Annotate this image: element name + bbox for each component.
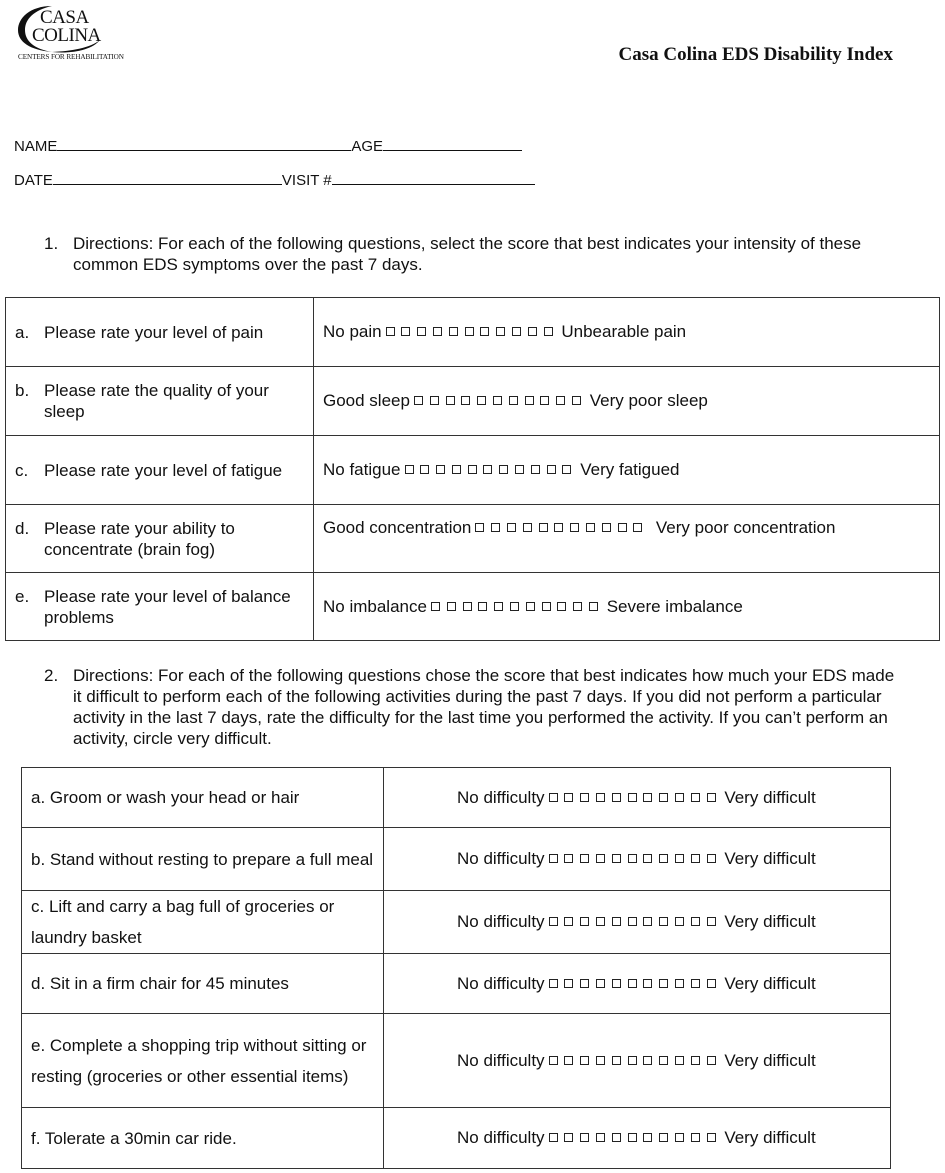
rating-checkbox[interactable] bbox=[493, 396, 502, 405]
rating-checkbox[interactable] bbox=[549, 1133, 558, 1142]
rating-checkbox[interactable] bbox=[580, 854, 589, 863]
rating-checkbox[interactable] bbox=[589, 602, 598, 611]
rating-checkbox[interactable] bbox=[449, 327, 458, 336]
casa-colina-logo bbox=[12, 2, 122, 62]
rating-checkboxes bbox=[549, 849, 723, 869]
rating-checkbox[interactable] bbox=[596, 979, 605, 988]
rating-checkbox[interactable] bbox=[691, 1133, 700, 1142]
rating-checkbox[interactable] bbox=[461, 396, 470, 405]
rating-checkboxes bbox=[549, 1128, 723, 1148]
question-text: d. Sit in a firm chair for 45 minutes bbox=[22, 954, 384, 1014]
rating-checkbox[interactable] bbox=[496, 327, 505, 336]
table-row bbox=[6, 298, 940, 367]
question-text: Please rate your level of fatigue bbox=[44, 460, 283, 480]
logo-tagline: CENTERS FOR REHABILITATION bbox=[18, 53, 124, 61]
section1-number: 1. bbox=[44, 234, 59, 253]
scale-high-label: Very poor concentration bbox=[655, 518, 836, 537]
scale-high-label: Very difficult bbox=[724, 787, 816, 807]
rating-checkbox[interactable] bbox=[499, 465, 508, 474]
question-text: Please rate the quality of your sleep bbox=[44, 381, 269, 421]
rating-checkbox[interactable] bbox=[628, 793, 637, 802]
rating-scale bbox=[323, 597, 743, 616]
rating-checkbox[interactable] bbox=[612, 793, 621, 802]
rating-scale bbox=[323, 460, 680, 479]
rating-checkbox[interactable] bbox=[549, 917, 558, 926]
rating-checkbox[interactable] bbox=[570, 523, 579, 532]
rating-checkbox[interactable] bbox=[707, 793, 716, 802]
rating-checkbox[interactable] bbox=[463, 602, 472, 611]
question-text: Please rate your level of balance problems bbox=[44, 586, 291, 627]
rating-checkbox[interactable] bbox=[525, 396, 534, 405]
rating-checkbox[interactable] bbox=[475, 523, 484, 532]
scale-low-label: No difficulty bbox=[457, 849, 545, 868]
rating-checkbox[interactable] bbox=[707, 854, 716, 863]
rating-scale bbox=[457, 974, 816, 993]
scale-low-label: No imbalance bbox=[323, 596, 427, 616]
rating-checkbox[interactable] bbox=[417, 327, 426, 336]
rating-checkbox[interactable] bbox=[510, 602, 519, 611]
question-text: a. Groom or wash your head or hair bbox=[22, 768, 384, 828]
rating-checkbox[interactable] bbox=[580, 979, 589, 988]
table-row bbox=[22, 828, 891, 891]
rating-checkbox[interactable] bbox=[612, 1056, 621, 1065]
rating-checkboxes bbox=[549, 1051, 723, 1071]
rating-checkbox[interactable] bbox=[628, 854, 637, 863]
rating-checkbox[interactable] bbox=[643, 854, 652, 863]
scale-high-label: Very fatigued bbox=[580, 460, 680, 479]
table-row bbox=[22, 768, 891, 828]
rating-checkbox[interactable] bbox=[433, 327, 442, 336]
rating-checkbox[interactable] bbox=[643, 793, 652, 802]
rating-checkbox[interactable] bbox=[528, 327, 537, 336]
rating-checkbox[interactable] bbox=[628, 1133, 637, 1142]
rating-checkbox[interactable] bbox=[628, 917, 637, 926]
section2-directions-text: Directions: For each of the following questions chose the score that best indicates how much your EDS made it difficult to perform each of the following activities during the past 7 days. If you did not perform a particular activity in the last 7 days, rate the difficulty for the last time you performed the activity. If you can’t perform an activity, circle very difficult. bbox=[73, 666, 895, 748]
rating-checkbox[interactable] bbox=[515, 465, 524, 474]
table-row bbox=[6, 573, 940, 641]
rating-scale bbox=[323, 518, 835, 537]
question-text: f. Tolerate a 30min car ride. bbox=[22, 1108, 384, 1169]
rating-checkbox[interactable] bbox=[562, 465, 571, 474]
rating-checkbox[interactable] bbox=[602, 523, 611, 532]
scale-low-label: No pain bbox=[323, 322, 382, 341]
question-text: c. Lift and carry a bag full of groceries or laundry basket bbox=[22, 891, 384, 954]
rating-checkbox[interactable] bbox=[596, 793, 605, 802]
rating-checkbox[interactable] bbox=[691, 854, 700, 863]
rating-checkbox[interactable] bbox=[675, 854, 684, 863]
rating-checkbox[interactable] bbox=[628, 1056, 637, 1065]
rating-checkbox[interactable] bbox=[549, 854, 558, 863]
age-field[interactable] bbox=[383, 136, 522, 151]
rating-checkbox[interactable] bbox=[675, 979, 684, 988]
rating-checkbox[interactable] bbox=[580, 917, 589, 926]
rating-checkbox[interactable] bbox=[564, 979, 573, 988]
name-age-row bbox=[14, 136, 522, 155]
rating-checkbox[interactable] bbox=[691, 979, 700, 988]
rating-checkbox[interactable] bbox=[573, 602, 582, 611]
section2-number: 2. bbox=[44, 666, 59, 685]
table-row bbox=[6, 436, 940, 505]
table-row bbox=[22, 954, 891, 1014]
rating-checkbox[interactable] bbox=[659, 917, 668, 926]
date-label: DATE bbox=[14, 172, 53, 189]
rating-scale bbox=[323, 391, 708, 410]
date-field[interactable] bbox=[53, 170, 282, 185]
scale-low-label: No difficulty bbox=[457, 787, 545, 807]
rating-checkbox[interactable] bbox=[477, 396, 486, 405]
rating-checkbox[interactable] bbox=[494, 602, 503, 611]
rating-checkbox[interactable] bbox=[447, 602, 456, 611]
rating-checkbox[interactable] bbox=[512, 327, 521, 336]
rating-checkbox[interactable] bbox=[707, 979, 716, 988]
scale-low-label: Good sleep bbox=[323, 391, 410, 410]
rating-checkbox[interactable] bbox=[542, 602, 551, 611]
visit-field[interactable] bbox=[332, 170, 535, 185]
rating-checkbox[interactable] bbox=[526, 602, 535, 611]
visit-label: VISIT # bbox=[281, 172, 332, 189]
rating-checkbox[interactable] bbox=[544, 327, 553, 336]
rating-checkbox[interactable] bbox=[483, 465, 492, 474]
rating-checkbox[interactable] bbox=[556, 396, 565, 405]
rating-checkboxes bbox=[549, 974, 723, 994]
scale-high-label: Very difficult bbox=[724, 1050, 816, 1070]
rating-checkbox[interactable] bbox=[431, 602, 440, 611]
rating-checkbox[interactable] bbox=[675, 1056, 684, 1065]
age-label: AGE bbox=[351, 138, 384, 155]
rating-checkbox[interactable] bbox=[612, 854, 621, 863]
rating-checkbox[interactable] bbox=[554, 523, 563, 532]
scale-low-label: No difficulty bbox=[457, 912, 545, 931]
section1-directions-text: Directions: For each of the following questions, select the score that best indicates your intensity of these common EDS symptoms over the past 7 days. bbox=[73, 234, 862, 274]
rating-checkbox[interactable] bbox=[643, 979, 652, 988]
scale-low-label: Good concentration bbox=[323, 518, 472, 537]
rating-checkbox[interactable] bbox=[509, 396, 518, 405]
rating-scale bbox=[457, 788, 816, 807]
rating-checkboxes bbox=[549, 912, 723, 932]
rating-checkbox[interactable] bbox=[586, 523, 595, 532]
logo-line-1: CASA bbox=[40, 7, 89, 28]
item-letter: c. bbox=[15, 460, 29, 480]
scale-low-label: No difficulty bbox=[457, 973, 545, 993]
rating-checkbox[interactable] bbox=[452, 465, 461, 474]
rating-checkbox[interactable] bbox=[420, 465, 429, 474]
rating-checkbox[interactable] bbox=[596, 917, 605, 926]
rating-checkbox[interactable] bbox=[386, 327, 395, 336]
scale-high-label: Very difficult bbox=[724, 1128, 816, 1147]
date-visit-row bbox=[14, 170, 535, 189]
rating-checkboxes bbox=[431, 597, 605, 617]
rating-checkboxes bbox=[549, 788, 723, 808]
rating-checkbox[interactable] bbox=[643, 1133, 652, 1142]
logo-line-2: COLINA bbox=[32, 25, 101, 46]
rating-checkbox[interactable] bbox=[618, 523, 627, 532]
scale-high-label: Very difficult bbox=[724, 973, 816, 993]
rating-checkboxes bbox=[475, 518, 649, 538]
rating-checkbox[interactable] bbox=[468, 465, 477, 474]
rating-checkbox[interactable] bbox=[659, 793, 668, 802]
item-letter: e. bbox=[15, 586, 30, 606]
rating-checkbox[interactable] bbox=[643, 917, 652, 926]
rating-checkbox[interactable] bbox=[675, 793, 684, 802]
name-field[interactable] bbox=[57, 136, 351, 151]
question-text: Please rate your ability to concentrate (brain fog) bbox=[44, 518, 235, 559]
rating-checkbox[interactable] bbox=[405, 465, 414, 474]
rating-checkbox[interactable] bbox=[572, 396, 581, 405]
scale-high-label: Severe imbalance bbox=[606, 596, 743, 616]
rating-checkbox[interactable] bbox=[478, 602, 487, 611]
rating-checkbox[interactable] bbox=[539, 523, 548, 532]
rating-checkbox[interactable] bbox=[523, 523, 532, 532]
rating-checkbox[interactable] bbox=[707, 1133, 716, 1142]
rating-checkbox[interactable] bbox=[596, 1133, 605, 1142]
rating-checkbox[interactable] bbox=[446, 396, 455, 405]
rating-checkbox[interactable] bbox=[491, 523, 500, 532]
rating-checkbox[interactable] bbox=[707, 1056, 716, 1065]
rating-checkbox[interactable] bbox=[580, 1133, 589, 1142]
rating-checkbox[interactable] bbox=[691, 1056, 700, 1065]
question-text: b. Stand without resting to prepare a full meal bbox=[22, 828, 384, 891]
rating-checkbox[interactable] bbox=[531, 465, 540, 474]
rating-checkbox[interactable] bbox=[691, 917, 700, 926]
rating-checkbox[interactable] bbox=[659, 1056, 668, 1065]
rating-checkbox[interactable] bbox=[691, 793, 700, 802]
rating-checkbox[interactable] bbox=[580, 1056, 589, 1065]
scale-high-label: Very difficult bbox=[724, 912, 816, 931]
activity-table bbox=[21, 767, 891, 1169]
rating-scale bbox=[323, 322, 686, 341]
rating-checkbox[interactable] bbox=[596, 854, 605, 863]
rating-checkbox[interactable] bbox=[564, 917, 573, 926]
rating-checkbox[interactable] bbox=[564, 854, 573, 863]
rating-checkbox[interactable] bbox=[659, 1133, 668, 1142]
rating-checkbox[interactable] bbox=[633, 523, 642, 532]
rating-checkbox[interactable] bbox=[414, 396, 423, 405]
rating-checkbox[interactable] bbox=[401, 327, 410, 336]
scale-high-label: Unbearable pain bbox=[561, 322, 687, 341]
rating-checkbox[interactable] bbox=[549, 1056, 558, 1065]
item-letter: a. bbox=[15, 322, 30, 342]
question-text: e. Complete a shopping trip without sitting or resting (groceries or other essential items) bbox=[22, 1014, 384, 1108]
rating-checkbox[interactable] bbox=[612, 917, 621, 926]
rating-checkbox[interactable] bbox=[480, 327, 489, 336]
question-text: Please rate your level of pain bbox=[44, 322, 264, 342]
rating-checkbox[interactable] bbox=[628, 979, 637, 988]
scale-low-label: No difficulty bbox=[457, 1128, 545, 1147]
rating-checkbox[interactable] bbox=[557, 602, 566, 611]
item-letter: b. bbox=[15, 381, 30, 400]
rating-scale bbox=[457, 912, 816, 931]
item-letter: d. bbox=[15, 518, 30, 538]
rating-checkbox[interactable] bbox=[549, 979, 558, 988]
name-label: NAME bbox=[14, 138, 58, 155]
rating-checkboxes bbox=[386, 322, 560, 342]
rating-checkbox[interactable] bbox=[659, 979, 668, 988]
rating-checkbox[interactable] bbox=[580, 793, 589, 802]
rating-checkbox[interactable] bbox=[564, 793, 573, 802]
table-row bbox=[6, 367, 940, 436]
table-row bbox=[22, 1108, 891, 1169]
rating-scale bbox=[457, 1051, 816, 1070]
rating-checkbox[interactable] bbox=[430, 396, 439, 405]
scale-low-label: No difficulty bbox=[457, 1050, 545, 1070]
rating-scale bbox=[457, 849, 816, 868]
rating-scale bbox=[457, 1128, 816, 1147]
rating-checkbox[interactable] bbox=[549, 793, 558, 802]
rating-checkbox[interactable] bbox=[675, 917, 684, 926]
table-row bbox=[6, 505, 940, 573]
rating-checkbox[interactable] bbox=[564, 1056, 573, 1065]
scale-high-label: Very difficult bbox=[724, 849, 816, 868]
rating-checkbox[interactable] bbox=[612, 979, 621, 988]
rating-checkbox[interactable] bbox=[540, 396, 549, 405]
rating-checkbox[interactable] bbox=[659, 854, 668, 863]
rating-checkbox[interactable] bbox=[465, 327, 474, 336]
rating-checkboxes bbox=[405, 460, 579, 480]
symptom-table bbox=[5, 297, 940, 641]
rating-checkboxes bbox=[414, 391, 588, 411]
rating-checkbox[interactable] bbox=[436, 465, 445, 474]
scale-low-label: No fatigue bbox=[323, 460, 401, 479]
rating-checkbox[interactable] bbox=[547, 465, 556, 474]
rating-checkbox[interactable] bbox=[596, 1056, 605, 1065]
document-title: Casa Colina EDS Disability Index bbox=[618, 44, 893, 65]
scale-high-label: Very poor sleep bbox=[589, 391, 708, 410]
table-row bbox=[22, 1014, 891, 1108]
rating-checkbox[interactable] bbox=[707, 917, 716, 926]
rating-checkbox[interactable] bbox=[507, 523, 516, 532]
rating-checkbox[interactable] bbox=[675, 1133, 684, 1142]
rating-checkbox[interactable] bbox=[564, 1133, 573, 1142]
rating-checkbox[interactable] bbox=[612, 1133, 621, 1142]
table-row bbox=[22, 891, 891, 954]
rating-checkbox[interactable] bbox=[643, 1056, 652, 1065]
